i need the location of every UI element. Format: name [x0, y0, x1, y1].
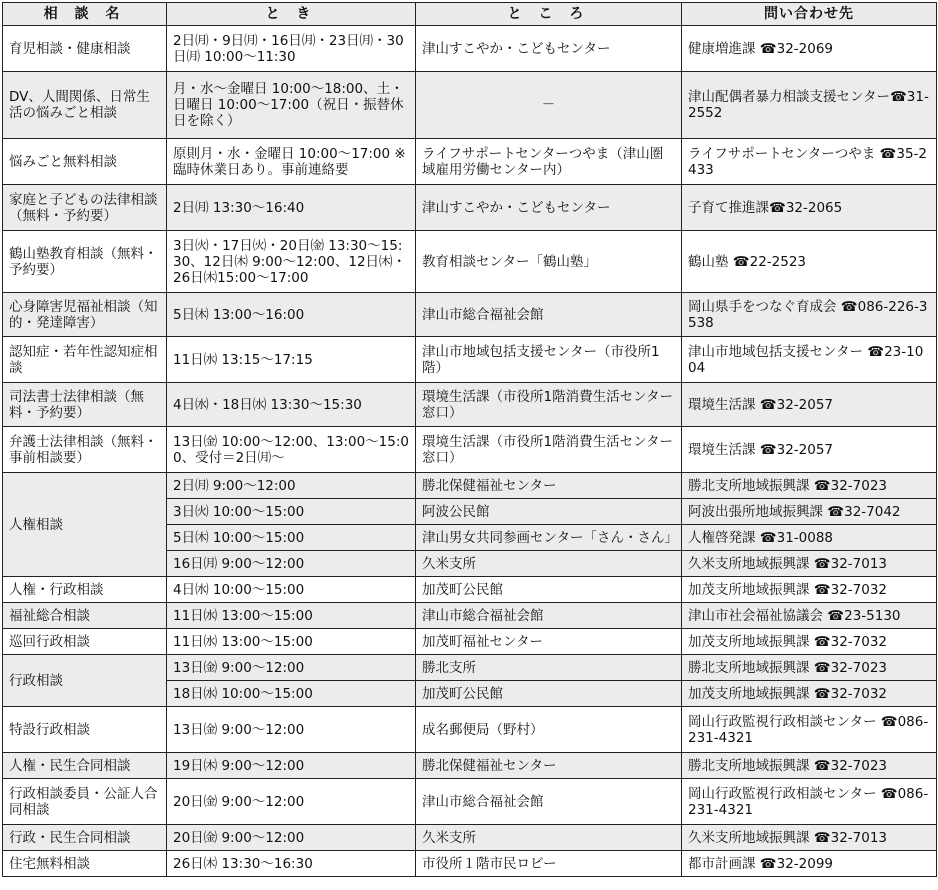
row-name: 人権相談 [3, 473, 167, 577]
row-where: 勝北保健福祉センター [416, 473, 682, 499]
row-where: 教育相談センター「鶴山塾」 [416, 231, 682, 293]
consultation-schedule-table [2, 2, 937, 877]
table-row [3, 753, 937, 779]
row-when: 5日㈭ 10:00～15:00 [167, 525, 416, 551]
row-name: 人権・行政相談 [3, 577, 167, 603]
table-row [3, 337, 937, 383]
row-name: DV、人間関係、日常生活の悩みごと相談 [3, 72, 167, 139]
table-row [3, 473, 937, 499]
row-when: 13日㈮ 9:00～12:00 [167, 707, 416, 753]
row-contact: 加茂支所地域振興課 ☎32-7032 [682, 681, 937, 707]
row-contact: 久米支所地域振興課 ☎32-7013 [682, 825, 937, 851]
row-name: 福祉総合相談 [3, 603, 167, 629]
row-when: 20日㈮ 9:00～12:00 [167, 825, 416, 851]
table-row [3, 139, 937, 185]
row-where: ライフサポートセンターつやま（津山圏域雇用労働センター内） [416, 139, 682, 185]
row-name: 人権・民生合同相談 [3, 753, 167, 779]
row-where: 勝北保健福祉センター [416, 753, 682, 779]
row-when: 5日㈭ 13:00～16:00 [167, 293, 416, 337]
row-where: 加茂町公民館 [416, 681, 682, 707]
row-name: 巡回行政相談 [3, 629, 167, 655]
row-when: 11日㈬ 13:00～15:00 [167, 629, 416, 655]
row-when: 月・水～金曜日 10:00～18:00、土・日曜日 10:00～17:00（祝日・振替休日を除く） [167, 72, 416, 139]
row-where: 津山すこやか・こどもセンター [416, 185, 682, 231]
row-name: 特設行政相談 [3, 707, 167, 753]
row-where: 津山市総合福祉会館 [416, 293, 682, 337]
row-name: 弁護士法律相談（無料・事前相談要） [3, 427, 167, 473]
row-contact: 阿波出張所地域振興課 ☎32-7042 [682, 499, 937, 525]
row-when: 3日㈫ 10:00～15:00 [167, 499, 416, 525]
row-contact: ライフサポートセンターつやま ☎35-2433 [682, 139, 937, 185]
row-contact: 津山配偶者暴力相談支援センター☎31-2552 [682, 72, 937, 139]
row-when: 2日㈪ 9:00～12:00 [167, 473, 416, 499]
header-name: 相 談 名 [3, 3, 167, 26]
row-where: 津山すこやか・こどもセンター [416, 26, 682, 72]
row-where: 津山市総合福祉会館 [416, 603, 682, 629]
table-row [3, 72, 937, 139]
row-name: 家庭と子どもの法律相談（無料・予約要） [3, 185, 167, 231]
row-where: 津山市総合福祉会館 [416, 779, 682, 825]
row-where: 環境生活課（市役所1階消費生活センター窓口） [416, 383, 682, 427]
row-contact: 加茂支所地域振興課 ☎32-7032 [682, 629, 937, 655]
row-where: 市役所１階市民ロビー [416, 851, 682, 877]
row-when: 原則月・水・金曜日 10:00～17:00 ※臨時休業日あり。事前連絡要 [167, 139, 416, 185]
row-contact: 環境生活課 ☎32-2057 [682, 383, 937, 427]
table-row [3, 629, 937, 655]
row-when: 4日㈬・18日㈬ 13:30～15:30 [167, 383, 416, 427]
row-contact: 勝北支所地域振興課 ☎32-7023 [682, 655, 937, 681]
row-where: 津山市地域包括支援センター（市役所1階） [416, 337, 682, 383]
row-name: 心身障害児福祉相談（知的・発達障害） [3, 293, 167, 337]
row-where: 加茂町福祉センター [416, 629, 682, 655]
row-where: 勝北支所 [416, 655, 682, 681]
row-contact: 岡山行政監視行政相談センター ☎086-231-4321 [682, 707, 937, 753]
row-contact: 岡山行政監視行政相談センター ☎086-231-4321 [682, 779, 937, 825]
table-row [3, 825, 937, 851]
row-where: － [416, 72, 682, 139]
table-row [3, 655, 937, 681]
row-when: 11日㈬ 13:00～15:00 [167, 603, 416, 629]
row-where: 成名郵便局（野村） [416, 707, 682, 753]
row-contact: 岡山県手をつなぐ育成会 ☎086-226-3538 [682, 293, 937, 337]
row-contact: 都市計画課 ☎32-2099 [682, 851, 937, 877]
row-when: 13日㈮ 9:00～12:00 [167, 655, 416, 681]
table-row [3, 427, 937, 473]
row-where: 津山男女共同参画センター「さん・さん」 [416, 525, 682, 551]
table-row [3, 851, 937, 877]
row-name: 悩みごと無料相談 [3, 139, 167, 185]
row-name: 住宅無料相談 [3, 851, 167, 877]
row-where: 加茂町公民館 [416, 577, 682, 603]
row-name: 行政相談 [3, 655, 167, 707]
table-row [3, 603, 937, 629]
table-row [3, 26, 937, 72]
row-when: 4日㈬ 10:00～15:00 [167, 577, 416, 603]
row-contact: 鶴山塾 ☎22-2523 [682, 231, 937, 293]
table-row [3, 779, 937, 825]
table-row [3, 383, 937, 427]
table-header-row [3, 3, 937, 26]
row-when: 26日㈭ 13:30～16:30 [167, 851, 416, 877]
row-when: 11日㈬ 13:15～17:15 [167, 337, 416, 383]
row-when: 13日㈮ 10:00～12:00、13:00～15:00、受付＝2日㈪～ [167, 427, 416, 473]
row-contact: 久米支所地域振興課 ☎32-7013 [682, 551, 937, 577]
table-row [3, 231, 937, 293]
header-where: と こ ろ [416, 3, 682, 26]
row-name: 認知症・若年性認知症相談 [3, 337, 167, 383]
row-name: 鶴山塾教育相談（無料・予約要） [3, 231, 167, 293]
row-where: 環境生活課（市役所1階消費生活センター窓口） [416, 427, 682, 473]
row-contact: 勝北支所地域振興課 ☎32-7023 [682, 473, 937, 499]
header-contact: 問い合わせ先 [682, 3, 937, 26]
row-when: 16日㈪ 9:00～12:00 [167, 551, 416, 577]
row-where: 久米支所 [416, 551, 682, 577]
row-where: 阿波公民館 [416, 499, 682, 525]
row-contact: 加茂支所地域振興課 ☎32-7032 [682, 577, 937, 603]
row-when: 19日㈭ 9:00～12:00 [167, 753, 416, 779]
row-name: 司法書士法律相談（無料・予約要） [3, 383, 167, 427]
table-row [3, 293, 937, 337]
row-name: 育児相談・健康相談 [3, 26, 167, 72]
row-when: 3日㈫・17日㈫・20日㈮ 13:30～15:30、12日㈭ 9:00～12:00、12日㈭・26日㈭15:00～17:00 [167, 231, 416, 293]
row-where: 久米支所 [416, 825, 682, 851]
table-row [3, 185, 937, 231]
row-when: 2日㈪ 13:30～16:40 [167, 185, 416, 231]
row-when: 18日㈬ 10:00～15:00 [167, 681, 416, 707]
row-contact: 健康増進課 ☎32-2069 [682, 26, 937, 72]
table-row [3, 577, 937, 603]
row-contact: 人権啓発課 ☎31-0088 [682, 525, 937, 551]
row-contact: 津山市地域包括支援センター ☎23-1004 [682, 337, 937, 383]
row-contact: 子育て推進課☎32-2065 [682, 185, 937, 231]
table-row [3, 707, 937, 753]
row-contact: 環境生活課 ☎32-2057 [682, 427, 937, 473]
row-when: 20日㈮ 9:00～12:00 [167, 779, 416, 825]
row-name: 行政相談委員・公証人合同相談 [3, 779, 167, 825]
row-when: 2日㈪・9日㈪・16日㈪・23日㈪・30日㈪ 10:00～11:30 [167, 26, 416, 72]
header-when: と き [167, 3, 416, 26]
row-contact: 津山市社会福祉協議会 ☎23-5130 [682, 603, 937, 629]
row-contact: 勝北支所地域振興課 ☎32-7023 [682, 753, 937, 779]
row-name: 行政・民生合同相談 [3, 825, 167, 851]
